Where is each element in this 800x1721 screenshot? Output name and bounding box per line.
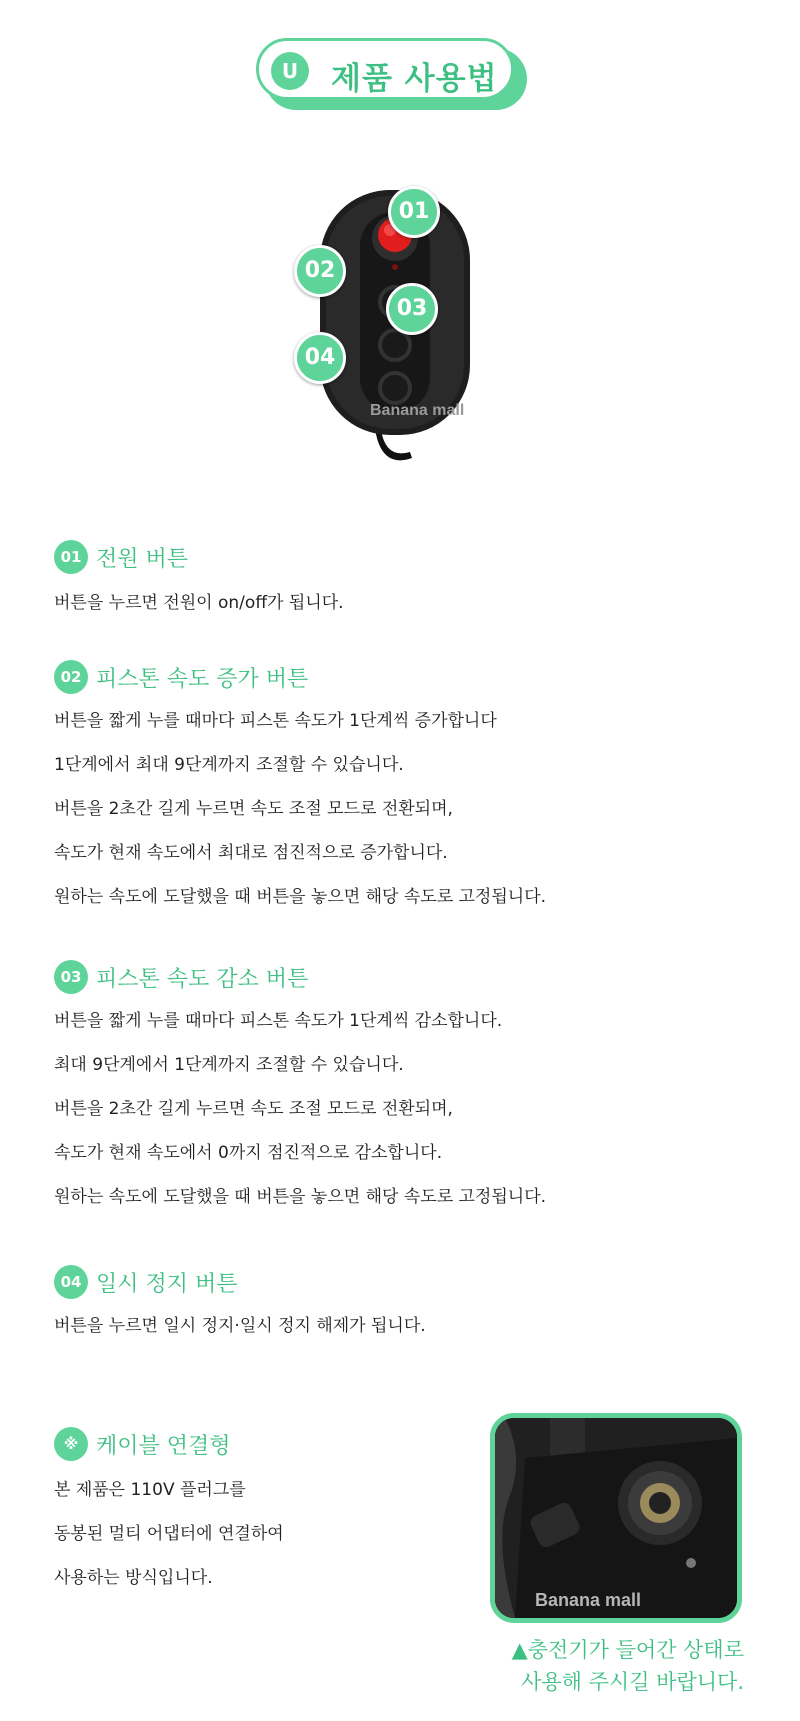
section-03-title: 피스톤 속도 감소 버튼 <box>96 966 309 992</box>
badge-letter: U <box>271 52 309 90</box>
remote-watermark: Banana mall <box>370 402 465 419</box>
photo-caption-line-2: 사용해 주시길 바랍니다. <box>521 1670 744 1694</box>
section-03-line: 원하는 속도에 도달했을 때 버튼을 놓으면 해당 속도로 고정됩니다. <box>54 1187 547 1207</box>
section-03-line: 버튼을 짧게 누를 때마다 피스톤 속도가 1단계씩 감소합니다. <box>54 1011 503 1031</box>
header-badge <box>256 38 526 110</box>
section-02-line: 1단계에서 최대 9단계까지 조절할 수 있습니다. <box>54 755 404 775</box>
section-02-badge: 02 <box>54 660 88 694</box>
section-02-line: 버튼을 2초간 길게 누르면 속도 조절 모드로 전환되며, <box>54 799 453 819</box>
section-03-badge: 03 <box>54 960 88 994</box>
section-03-header <box>54 960 308 994</box>
section-01-header <box>54 540 188 574</box>
section-03-line: 버튼을 2초간 길게 누르면 속도 조절 모드로 전환되며, <box>54 1099 453 1119</box>
photo-watermark: Banana mall <box>535 1590 642 1610</box>
section-02-line: 원하는 속도에 도달했을 때 버튼을 놓으면 해당 속도로 고정됩니다. <box>54 887 547 907</box>
section-cable-line: 동봉된 멀티 어댑터에 연결하여 <box>54 1524 284 1544</box>
section-cable-line: 사용하는 방식입니다. <box>54 1568 213 1588</box>
section-cable-title: 케이블 연결형 <box>96 1433 231 1459</box>
section-04-line: 버튼을 누르면 일시 정지·일시 정지 해제가 됩니다. <box>54 1316 426 1336</box>
callout-01: 01 <box>388 186 440 238</box>
section-01-title: 전원 버튼 <box>96 546 189 572</box>
photo-caption-line-1: ▲충전기가 들어간 상태로 <box>511 1638 744 1662</box>
section-02-line: 속도가 현재 속도에서 최대로 점진적으로 증가합니다. <box>54 843 448 863</box>
section-02-line: 버튼을 짧게 누를 때마다 피스톤 속도가 1단계씩 증가합니다 <box>54 711 497 731</box>
callout-02: 02 <box>294 245 346 297</box>
section-03-line: 최대 9단계에서 1단계까지 조절할 수 있습니다. <box>54 1055 404 1075</box>
section-04-title: 일시 정지 버튼 <box>96 1271 238 1297</box>
section-04-badge: 04 <box>54 1265 88 1299</box>
section-03-line: 속도가 현재 속도에서 0까지 점진적으로 감소합니다. <box>54 1143 443 1163</box>
section-01-badge: 01 <box>54 540 88 574</box>
connector-photo <box>490 1413 742 1623</box>
connector-svg <box>495 1418 737 1618</box>
section-02-title: 피스톤 속도 증가 버튼 <box>96 666 309 692</box>
page-title: 제품 사용법 <box>331 61 498 97</box>
section-01-line: 버튼을 누르면 전원이 on/off가 됩니다. <box>54 593 344 613</box>
badge-main <box>256 38 514 100</box>
section-cable-header <box>54 1427 231 1461</box>
section-cable-line: 본 제품은 110V 플러그를 <box>54 1480 246 1500</box>
section-02-header <box>54 660 308 694</box>
callout-04: 04 <box>294 332 346 384</box>
callout-03: 03 <box>386 283 438 335</box>
section-cable-badge: ※ <box>54 1427 88 1461</box>
remote-image <box>304 190 480 474</box>
section-04-header <box>54 1265 238 1299</box>
